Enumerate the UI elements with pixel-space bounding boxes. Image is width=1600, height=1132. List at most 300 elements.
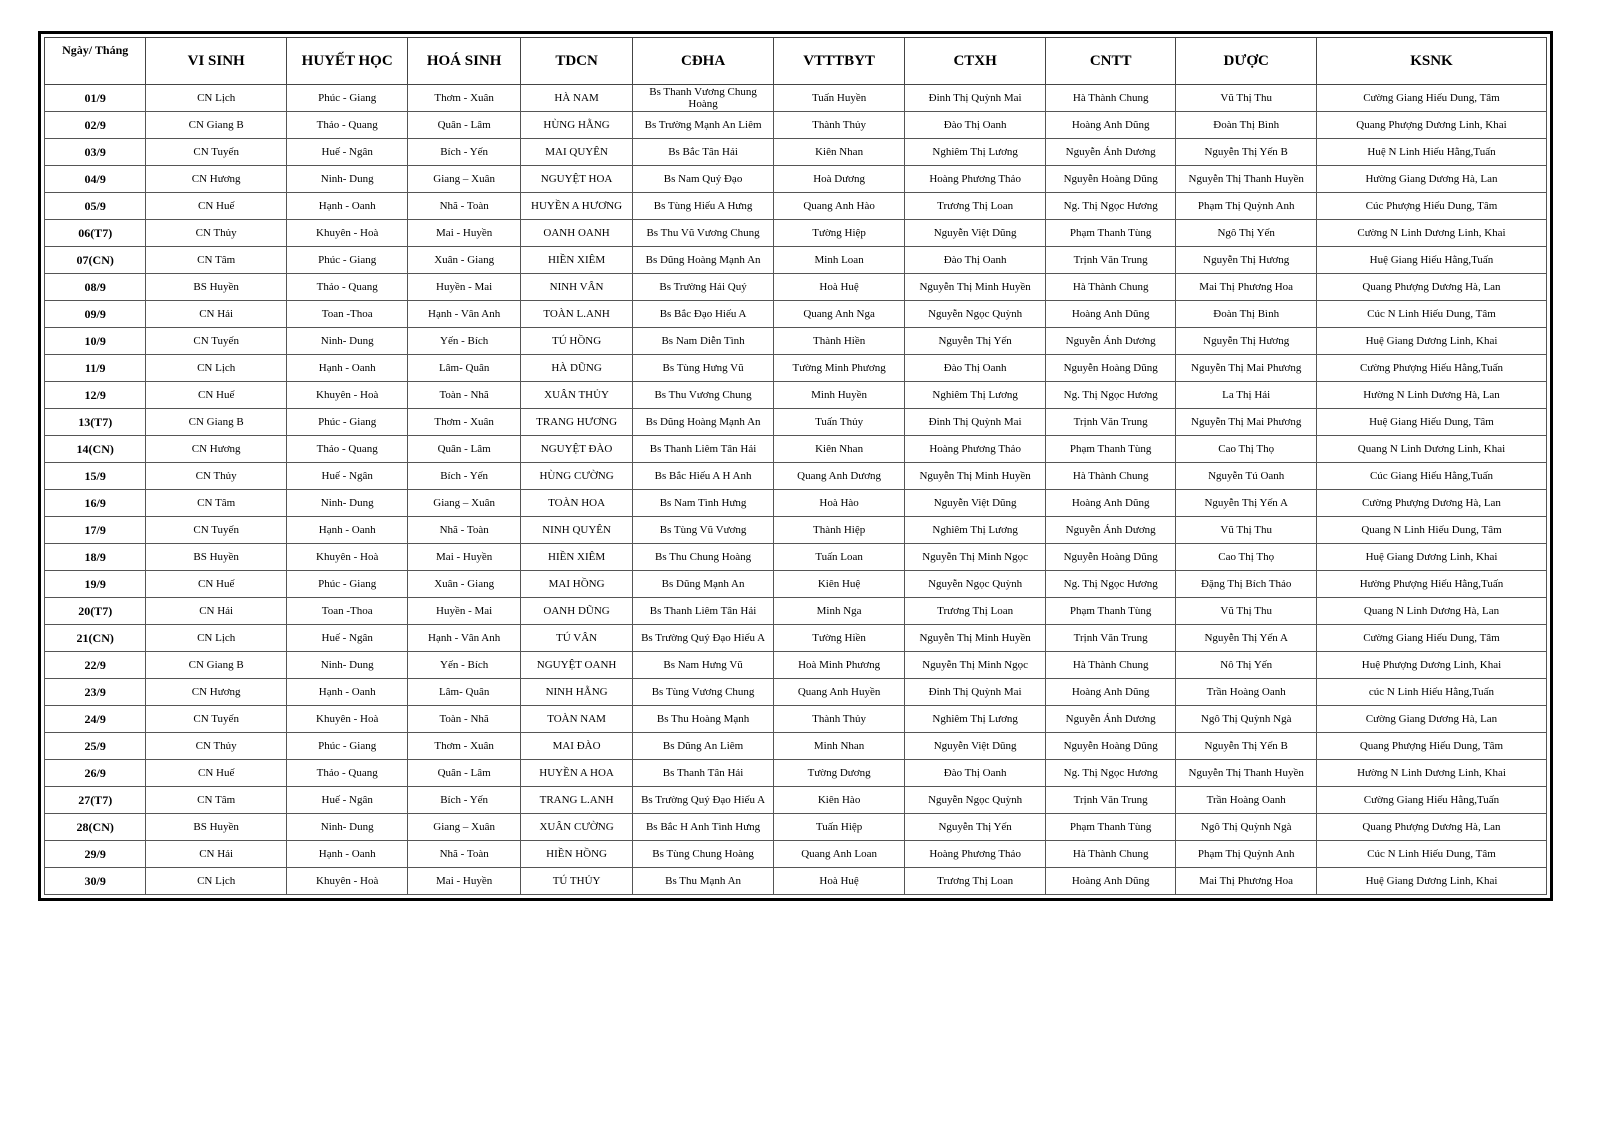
- cell-ksnk: Huệ Giang Dương Linh, Khai: [1316, 328, 1546, 355]
- cell-vi-sinh: CN Huế: [146, 571, 287, 598]
- cell-ksnk: Cường Giang Hiếu Hằng,Tuấn: [1316, 787, 1546, 814]
- date-cell: 07(CN): [45, 247, 146, 274]
- cell-vtttbyt: Kiên Nhan: [773, 139, 905, 166]
- column-header-vtttbyt: VTTTBYT: [773, 38, 905, 85]
- column-header-date: Ngày/ Tháng: [45, 38, 146, 85]
- cell-cdha: Bs Thanh Vương Chung Hoàng: [633, 85, 774, 112]
- cell-duoc: Nguyễn Thị Yến A: [1176, 490, 1317, 517]
- cell-vtttbyt: Kiên Nhan: [773, 436, 905, 463]
- cell-duoc: Vũ Thị Thu: [1176, 598, 1317, 625]
- cell-vi-sinh: CN Hải: [146, 301, 287, 328]
- cell-cdha: Bs Trường Quý Đạo Hiếu A: [633, 787, 774, 814]
- date-cell: 22/9: [45, 652, 146, 679]
- cell-vi-sinh: CN Hải: [146, 841, 287, 868]
- cell-ctxh: Trương Thị Loan: [905, 598, 1046, 625]
- cell-tdcn: TOÀN HOA: [520, 490, 632, 517]
- cell-cntt: Trịnh Văn Trung: [1045, 787, 1176, 814]
- cell-hoa-sinh: Hạnh - Vân Anh: [408, 301, 520, 328]
- date-cell: 03/9: [45, 139, 146, 166]
- cell-vi-sinh: CN Lịch: [146, 355, 287, 382]
- cell-huyet-hoc: Hạnh - Oanh: [286, 841, 407, 868]
- table-row: [45, 868, 1547, 895]
- column-header-tdcn: TDCN: [520, 38, 632, 85]
- cell-duoc: Trần Hoàng Oanh: [1176, 787, 1317, 814]
- cell-duoc: Mai Thị Phương Hoa: [1176, 274, 1317, 301]
- cell-ctxh: Trương Thị Loan: [905, 868, 1046, 895]
- cell-huyet-hoc: Khuyên - Hoà: [286, 382, 407, 409]
- cell-cntt: Hà Thành Chung: [1045, 652, 1176, 679]
- cell-duoc: Đoàn Thị Bình: [1176, 112, 1317, 139]
- column-header-hoa-sinh: HOÁ SINH: [408, 38, 520, 85]
- cell-vi-sinh: CN Hương: [146, 436, 287, 463]
- cell-duoc: Nô Thị Yến: [1176, 652, 1317, 679]
- cell-huyet-hoc: Phúc - Giang: [286, 247, 407, 274]
- cell-hoa-sinh: Toàn - Nhã: [408, 382, 520, 409]
- cell-cntt: Hoàng Anh Dũng: [1045, 868, 1176, 895]
- cell-ksnk: Huệ N Linh Hiếu Hằng,Tuấn: [1316, 139, 1546, 166]
- cell-ksnk: Cúc N Linh Hiếu Dung, Tâm: [1316, 841, 1546, 868]
- cell-duoc: La Thị Hải: [1176, 382, 1317, 409]
- cell-ksnk: Cường Giang Dương Hà, Lan: [1316, 706, 1546, 733]
- cell-cdha: Bs Tùng Vũ Vương: [633, 517, 774, 544]
- cell-vi-sinh: CN Thủy: [146, 733, 287, 760]
- cell-ctxh: Nguyễn Việt Dũng: [905, 220, 1046, 247]
- table-row: [45, 463, 1547, 490]
- cell-huyet-hoc: Khuyên - Hoà: [286, 706, 407, 733]
- cell-cntt: Trịnh Văn Trung: [1045, 625, 1176, 652]
- cell-vi-sinh: CN Hương: [146, 679, 287, 706]
- cell-hoa-sinh: Giang – Xuân: [408, 490, 520, 517]
- cell-hoa-sinh: Yến - Bích: [408, 328, 520, 355]
- cell-tdcn: MAI HỒNG: [520, 571, 632, 598]
- cell-ctxh: Nguyễn Ngọc Quỳnh: [905, 571, 1046, 598]
- cell-vi-sinh: CN Lịch: [146, 868, 287, 895]
- cell-huyet-hoc: Phúc - Giang: [286, 409, 407, 436]
- table-row: [45, 409, 1547, 436]
- cell-cdha: Bs Tùng Vương Chung: [633, 679, 774, 706]
- cell-ctxh: Đào Thị Oanh: [905, 355, 1046, 382]
- cell-cdha: Bs Dũng Hoàng Mạnh An: [633, 409, 774, 436]
- cell-ksnk: Quang N Linh Hiếu Dung, Tâm: [1316, 517, 1546, 544]
- cell-hoa-sinh: Lâm- Quân: [408, 355, 520, 382]
- cell-ksnk: Huệ Giang Hiếu Hằng,Tuấn: [1316, 247, 1546, 274]
- cell-duoc: Nguyễn Thị Hương: [1176, 247, 1317, 274]
- cell-ksnk: Quang Phượng Dương Hà, Lan: [1316, 274, 1546, 301]
- table-row: [45, 166, 1547, 193]
- date-cell: 23/9: [45, 679, 146, 706]
- table-row: [45, 382, 1547, 409]
- cell-vi-sinh: CN Tâm: [146, 247, 287, 274]
- cell-ctxh: Đào Thị Oanh: [905, 760, 1046, 787]
- cell-hoa-sinh: Thơm - Xuân: [408, 85, 520, 112]
- cell-huyet-hoc: Huế - Ngân: [286, 463, 407, 490]
- cell-tdcn: TÚ THỦY: [520, 868, 632, 895]
- column-header-huyet-hoc: HUYẾT HỌC: [286, 38, 407, 85]
- cell-hoa-sinh: Toàn - Nhã: [408, 706, 520, 733]
- cell-hoa-sinh: Huyền - Mai: [408, 274, 520, 301]
- cell-vi-sinh: CN Tuyến: [146, 139, 287, 166]
- cell-duoc: Nguyễn Thị Mai Phương: [1176, 355, 1317, 382]
- cell-vi-sinh: CN Lịch: [146, 625, 287, 652]
- cell-cntt: Phạm Thanh Tùng: [1045, 220, 1176, 247]
- cell-cntt: Ng. Thị Ngọc Hương: [1045, 760, 1176, 787]
- cell-vi-sinh: CN Thủy: [146, 220, 287, 247]
- table-row: [45, 760, 1547, 787]
- cell-tdcn: HIỀN XIÊM: [520, 247, 632, 274]
- cell-vtttbyt: Quang Anh Loan: [773, 841, 905, 868]
- cell-huyet-hoc: Thảo - Quang: [286, 274, 407, 301]
- cell-tdcn: OANH OANH: [520, 220, 632, 247]
- cell-cntt: Nguyễn Hoàng Dũng: [1045, 355, 1176, 382]
- cell-ksnk: Quang N Linh Dương Hà, Lan: [1316, 598, 1546, 625]
- table-row: [45, 490, 1547, 517]
- date-cell: 01/9: [45, 85, 146, 112]
- cell-tdcn: XUÂN CƯỜNG: [520, 814, 632, 841]
- cell-cntt: Trịnh Văn Trung: [1045, 409, 1176, 436]
- cell-hoa-sinh: Hạnh - Vân Anh: [408, 625, 520, 652]
- cell-hoa-sinh: Giang – Xuân: [408, 166, 520, 193]
- date-cell: 15/9: [45, 463, 146, 490]
- cell-ctxh: Nguyễn Thị Minh Ngọc: [905, 544, 1046, 571]
- cell-tdcn: TRANG L.ANH: [520, 787, 632, 814]
- cell-tdcn: TÚ VÂN: [520, 625, 632, 652]
- cell-cntt: Trịnh Văn Trung: [1045, 247, 1176, 274]
- cell-duoc: Nguyễn Tú Oanh: [1176, 463, 1317, 490]
- cell-duoc: Nguyễn Thị Hương: [1176, 328, 1317, 355]
- schedule-table-frame: [38, 31, 1553, 901]
- cell-ctxh: Hoàng Phương Thảo: [905, 841, 1046, 868]
- cell-cdha: Bs Bắc Tân Hải: [633, 139, 774, 166]
- cell-ctxh: Đinh Thị Quỳnh Mai: [905, 85, 1046, 112]
- date-cell: 27(T7): [45, 787, 146, 814]
- cell-ctxh: Nguyễn Thị Yến: [905, 814, 1046, 841]
- cell-huyet-hoc: Phúc - Giang: [286, 733, 407, 760]
- column-header-ksnk: KSNK: [1316, 38, 1546, 85]
- cell-vi-sinh: CN Thủy: [146, 463, 287, 490]
- table-row: [45, 247, 1547, 274]
- cell-ksnk: Quang Phượng Dương Hà, Lan: [1316, 814, 1546, 841]
- table-row: [45, 517, 1547, 544]
- cell-huyet-hoc: Hạnh - Oanh: [286, 517, 407, 544]
- cell-cntt: Nguyễn Hoàng Dũng: [1045, 166, 1176, 193]
- cell-hoa-sinh: Bích - Yến: [408, 787, 520, 814]
- date-cell: 21(CN): [45, 625, 146, 652]
- cell-ksnk: Cường Phượng Hiếu Hằng,Tuấn: [1316, 355, 1546, 382]
- cell-ksnk: Cúc N Linh Hiếu Dung, Tâm: [1316, 301, 1546, 328]
- cell-ctxh: Đào Thị Oanh: [905, 112, 1046, 139]
- cell-huyet-hoc: Ninh- Dung: [286, 490, 407, 517]
- cell-cdha: Bs Dũng An Liêm: [633, 733, 774, 760]
- table-row: [45, 355, 1547, 382]
- cell-duoc: Vũ Thị Thu: [1176, 517, 1317, 544]
- cell-huyet-hoc: Huế - Ngân: [286, 139, 407, 166]
- cell-hoa-sinh: Quân - Lâm: [408, 760, 520, 787]
- cell-huyet-hoc: Huế - Ngân: [286, 625, 407, 652]
- cell-duoc: Mai Thị Phương Hoa: [1176, 868, 1317, 895]
- cell-vi-sinh: CN Giang B: [146, 652, 287, 679]
- table-row: [45, 139, 1547, 166]
- cell-huyet-hoc: Ninh- Dung: [286, 814, 407, 841]
- table-row: [45, 652, 1547, 679]
- cell-ksnk: Huệ Giang Hiếu Dung, Tâm: [1316, 409, 1546, 436]
- cell-ksnk: Hường Phượng Hiếu Hằng,Tuấn: [1316, 571, 1546, 598]
- date-cell: 30/9: [45, 868, 146, 895]
- cell-duoc: Phạm Thị Quỳnh Anh: [1176, 841, 1317, 868]
- cell-duoc: Đoàn Thị Bình: [1176, 301, 1317, 328]
- date-cell: 12/9: [45, 382, 146, 409]
- cell-tdcn: HUYỀN A HƯƠNG: [520, 193, 632, 220]
- cell-huyet-hoc: Hạnh - Oanh: [286, 679, 407, 706]
- cell-ctxh: Đinh Thị Quỳnh Mai: [905, 679, 1046, 706]
- date-cell: 28(CN): [45, 814, 146, 841]
- table-row: [45, 544, 1547, 571]
- cell-vi-sinh: CN Hải: [146, 598, 287, 625]
- cell-vtttbyt: Thành Thủy: [773, 706, 905, 733]
- cell-cntt: Nguyễn Ánh Dương: [1045, 139, 1176, 166]
- cell-cntt: Hà Thành Chung: [1045, 841, 1176, 868]
- table-row: [45, 112, 1547, 139]
- cell-vi-sinh: CN Tâm: [146, 490, 287, 517]
- cell-vi-sinh: CN Tuyến: [146, 328, 287, 355]
- cell-cdha: Bs Thanh Tân Hải: [633, 760, 774, 787]
- cell-huyet-hoc: Thảo - Quang: [286, 760, 407, 787]
- cell-cdha: Bs Tùng Chung Hoàng: [633, 841, 774, 868]
- table-row: [45, 436, 1547, 463]
- cell-cdha: Bs Trường Hải Quý: [633, 274, 774, 301]
- cell-huyet-hoc: Khuyên - Hoà: [286, 868, 407, 895]
- cell-ctxh: Nguyễn Thị Minh Huyền: [905, 274, 1046, 301]
- cell-cntt: Ng. Thị Ngọc Hương: [1045, 382, 1176, 409]
- cell-vi-sinh: CN Huế: [146, 193, 287, 220]
- cell-cdha: Bs Thanh Liêm Tân Hải: [633, 598, 774, 625]
- cell-huyet-hoc: Khuyên - Hoà: [286, 220, 407, 247]
- cell-vtttbyt: Tường Minh Phương: [773, 355, 905, 382]
- cell-hoa-sinh: Nhã - Toàn: [408, 193, 520, 220]
- cell-huyet-hoc: Khuyên - Hoà: [286, 544, 407, 571]
- cell-ctxh: Hoàng Phương Thảo: [905, 166, 1046, 193]
- cell-huyet-hoc: Huế - Ngân: [286, 787, 407, 814]
- cell-vtttbyt: Quang Anh Dương: [773, 463, 905, 490]
- cell-ksnk: Cường N Linh Dương Linh, Khai: [1316, 220, 1546, 247]
- cell-ctxh: Nghiêm Thị Lương: [905, 706, 1046, 733]
- cell-tdcn: TOÀN L.ANH: [520, 301, 632, 328]
- cell-ksnk: Hường N Linh Dương Linh, Khai: [1316, 760, 1546, 787]
- cell-vtttbyt: Minh Loan: [773, 247, 905, 274]
- cell-ksnk: Quang Phượng Hiếu Dung, Tâm: [1316, 733, 1546, 760]
- cell-cntt: Phạm Thanh Tùng: [1045, 436, 1176, 463]
- table-row: [45, 220, 1547, 247]
- cell-cntt: Hoàng Anh Dũng: [1045, 301, 1176, 328]
- cell-hoa-sinh: Yến - Bích: [408, 652, 520, 679]
- cell-tdcn: HUYỀN A HOA: [520, 760, 632, 787]
- cell-vi-sinh: CN Huế: [146, 382, 287, 409]
- cell-ksnk: Huệ Giang Dương Linh, Khai: [1316, 868, 1546, 895]
- cell-cntt: Hà Thành Chung: [1045, 85, 1176, 112]
- cell-vtttbyt: Tuấn Huyền: [773, 85, 905, 112]
- cell-cdha: Bs Thu Vũ Vương Chung: [633, 220, 774, 247]
- cell-ksnk: Cường Phượng Dương Hà, Lan: [1316, 490, 1546, 517]
- cell-tdcn: HÙNG CƯỜNG: [520, 463, 632, 490]
- cell-vtttbyt: Thành Hiền: [773, 328, 905, 355]
- cell-huyet-hoc: Thảo - Quang: [286, 436, 407, 463]
- cell-tdcn: HIỀN HỒNG: [520, 841, 632, 868]
- table-row: [45, 679, 1547, 706]
- cell-cdha: Bs Nam Quý Đạo: [633, 166, 774, 193]
- cell-tdcn: TOÀN NAM: [520, 706, 632, 733]
- table-row: [45, 841, 1547, 868]
- cell-hoa-sinh: Quân - Lâm: [408, 436, 520, 463]
- cell-tdcn: NINH HẰNG: [520, 679, 632, 706]
- cell-tdcn: HÀ DŨNG: [520, 355, 632, 382]
- cell-hoa-sinh: Xuân - Giang: [408, 247, 520, 274]
- cell-cdha: Bs Dũng Mạnh An: [633, 571, 774, 598]
- date-cell: 17/9: [45, 517, 146, 544]
- cell-cntt: Hà Thành Chung: [1045, 463, 1176, 490]
- cell-tdcn: XUÂN THỦY: [520, 382, 632, 409]
- cell-ctxh: Nguyễn Thị Yến: [905, 328, 1046, 355]
- cell-duoc: Trần Hoàng Oanh: [1176, 679, 1317, 706]
- column-header-cntt: CNTT: [1045, 38, 1176, 85]
- cell-vtttbyt: Minh Nhan: [773, 733, 905, 760]
- cell-cdha: Bs Dũng Hoàng Mạnh An: [633, 247, 774, 274]
- cell-cntt: Hà Thành Chung: [1045, 274, 1176, 301]
- cell-ksnk: Cúc Phượng Hiếu Dung, Tâm: [1316, 193, 1546, 220]
- cell-hoa-sinh: Lâm- Quân: [408, 679, 520, 706]
- cell-vi-sinh: CN Giang B: [146, 112, 287, 139]
- cell-tdcn: HÀ NAM: [520, 85, 632, 112]
- cell-huyet-hoc: Toan -Thoa: [286, 598, 407, 625]
- cell-cntt: Hoàng Anh Dũng: [1045, 679, 1176, 706]
- cell-cdha: Bs Thu Vương Chung: [633, 382, 774, 409]
- cell-ksnk: Cúc Giang Hiếu Hằng,Tuấn: [1316, 463, 1546, 490]
- cell-ctxh: Nguyễn Thị Minh Huyền: [905, 463, 1046, 490]
- table-row: [45, 85, 1547, 112]
- cell-duoc: Nguyễn Thị Thanh Huyền: [1176, 166, 1317, 193]
- cell-cdha: Bs Thanh Liêm Tân Hải: [633, 436, 774, 463]
- cell-huyet-hoc: Hạnh - Oanh: [286, 193, 407, 220]
- cell-hoa-sinh: Xuân - Giang: [408, 571, 520, 598]
- table-row: [45, 814, 1547, 841]
- cell-duoc: Nguyễn Thị Yến A: [1176, 625, 1317, 652]
- cell-duoc: Ngô Thị Quỳnh Ngà: [1176, 814, 1317, 841]
- cell-vtttbyt: Hoà Hào: [773, 490, 905, 517]
- cell-vi-sinh: CN Tuyến: [146, 706, 287, 733]
- cell-ksnk: Hường Giang Dương Hà, Lan: [1316, 166, 1546, 193]
- cell-tdcn: MAI QUYÊN: [520, 139, 632, 166]
- cell-vtttbyt: Tường Dương: [773, 760, 905, 787]
- date-cell: 04/9: [45, 166, 146, 193]
- cell-huyet-hoc: Ninh- Dung: [286, 166, 407, 193]
- column-header-cdha: CĐHA: [633, 38, 774, 85]
- cell-tdcn: HÙNG HẰNG: [520, 112, 632, 139]
- cell-tdcn: HIỀN XIÊM: [520, 544, 632, 571]
- cell-ctxh: Nguyễn Việt Dũng: [905, 490, 1046, 517]
- cell-tdcn: NGUYỆT ĐÀO: [520, 436, 632, 463]
- cell-hoa-sinh: Huyền - Mai: [408, 598, 520, 625]
- cell-vtttbyt: Thành Thủy: [773, 112, 905, 139]
- table-row: [45, 274, 1547, 301]
- cell-hoa-sinh: Thơm - Xuân: [408, 409, 520, 436]
- cell-ksnk: cúc N Linh Hiếu Hằng,Tuấn: [1316, 679, 1546, 706]
- column-header-vi-sinh: VI SINH: [146, 38, 287, 85]
- cell-hoa-sinh: Mai - Huyền: [408, 868, 520, 895]
- cell-hoa-sinh: Nhã - Toàn: [408, 517, 520, 544]
- cell-duoc: Nguyễn Thị Thanh Huyền: [1176, 760, 1317, 787]
- date-cell: 20(T7): [45, 598, 146, 625]
- cell-hoa-sinh: Thơm - Xuân: [408, 733, 520, 760]
- cell-vi-sinh: BS Huyền: [146, 814, 287, 841]
- cell-cdha: Bs Thu Hoàng Mạnh: [633, 706, 774, 733]
- table-row: [45, 733, 1547, 760]
- cell-duoc: Phạm Thị Quỳnh Anh: [1176, 193, 1317, 220]
- cell-tdcn: TRANG HƯƠNG: [520, 409, 632, 436]
- cell-ctxh: Nguyễn Thị Minh Ngọc: [905, 652, 1046, 679]
- cell-hoa-sinh: Bích - Yến: [408, 463, 520, 490]
- cell-ctxh: Nghiêm Thị Lương: [905, 382, 1046, 409]
- column-header-ctxh: CTXH: [905, 38, 1046, 85]
- cell-vi-sinh: CN Tâm: [146, 787, 287, 814]
- cell-vtttbyt: Tường Hiệp: [773, 220, 905, 247]
- cell-vtttbyt: Hoà Dương: [773, 166, 905, 193]
- cell-vtttbyt: Tường Hiền: [773, 625, 905, 652]
- cell-huyet-hoc: Thảo - Quang: [286, 112, 407, 139]
- cell-ctxh: Trương Thị Loan: [905, 193, 1046, 220]
- cell-ctxh: Nguyễn Thị Minh Huyền: [905, 625, 1046, 652]
- cell-vtttbyt: Tuấn Thủy: [773, 409, 905, 436]
- cell-duoc: Cao Thị Thọ: [1176, 544, 1317, 571]
- date-cell: 02/9: [45, 112, 146, 139]
- date-cell: 19/9: [45, 571, 146, 598]
- cell-tdcn: TÚ HỒNG: [520, 328, 632, 355]
- cell-cntt: Ng. Thị Ngọc Hương: [1045, 571, 1176, 598]
- table-row: [45, 625, 1547, 652]
- cell-cntt: Phạm Thanh Tùng: [1045, 814, 1176, 841]
- cell-vi-sinh: BS Huyền: [146, 544, 287, 571]
- cell-hoa-sinh: Quân - Lâm: [408, 112, 520, 139]
- cell-ctxh: Nguyễn Ngọc Quỳnh: [905, 301, 1046, 328]
- cell-duoc: Ngô Thị Yến: [1176, 220, 1317, 247]
- cell-ksnk: Quang Phượng Dương Linh, Khai: [1316, 112, 1546, 139]
- cell-huyet-hoc: Phúc - Giang: [286, 571, 407, 598]
- cell-ksnk: Cường Giang Hiếu Dung, Tâm: [1316, 85, 1546, 112]
- cell-cdha: Bs Thu Chung Hoàng: [633, 544, 774, 571]
- cell-cntt: Hoàng Anh Dũng: [1045, 490, 1176, 517]
- cell-vtttbyt: Quang Anh Huyền: [773, 679, 905, 706]
- cell-ctxh: Nguyễn Ngọc Quỳnh: [905, 787, 1046, 814]
- cell-vtttbyt: Hoà Huệ: [773, 274, 905, 301]
- cell-vi-sinh: CN Tuyến: [146, 517, 287, 544]
- date-cell: 26/9: [45, 760, 146, 787]
- cell-cdha: Bs Nam Hưng Vũ: [633, 652, 774, 679]
- table-row: [45, 193, 1547, 220]
- cell-huyet-hoc: Phúc - Giang: [286, 85, 407, 112]
- cell-vi-sinh: CN Hương: [146, 166, 287, 193]
- table-row: [45, 706, 1547, 733]
- date-cell: 11/9: [45, 355, 146, 382]
- cell-tdcn: NINH VÂN: [520, 274, 632, 301]
- cell-cdha: Bs Trường Quý Đạo Hiếu A: [633, 625, 774, 652]
- cell-tdcn: NGUYỆT OANH: [520, 652, 632, 679]
- cell-duoc: Đặng Thị Bích Thảo: [1176, 571, 1317, 598]
- cell-cdha: Bs Thu Mạnh An: [633, 868, 774, 895]
- cell-duoc: Nguyễn Thị Yến B: [1176, 139, 1317, 166]
- cell-cdha: Bs Tùng Hiếu A Hưng: [633, 193, 774, 220]
- cell-hoa-sinh: Mai - Huyền: [408, 544, 520, 571]
- cell-hoa-sinh: Mai - Huyền: [408, 220, 520, 247]
- date-cell: 06(T7): [45, 220, 146, 247]
- cell-vtttbyt: Thành Hiệp: [773, 517, 905, 544]
- table-row: [45, 598, 1547, 625]
